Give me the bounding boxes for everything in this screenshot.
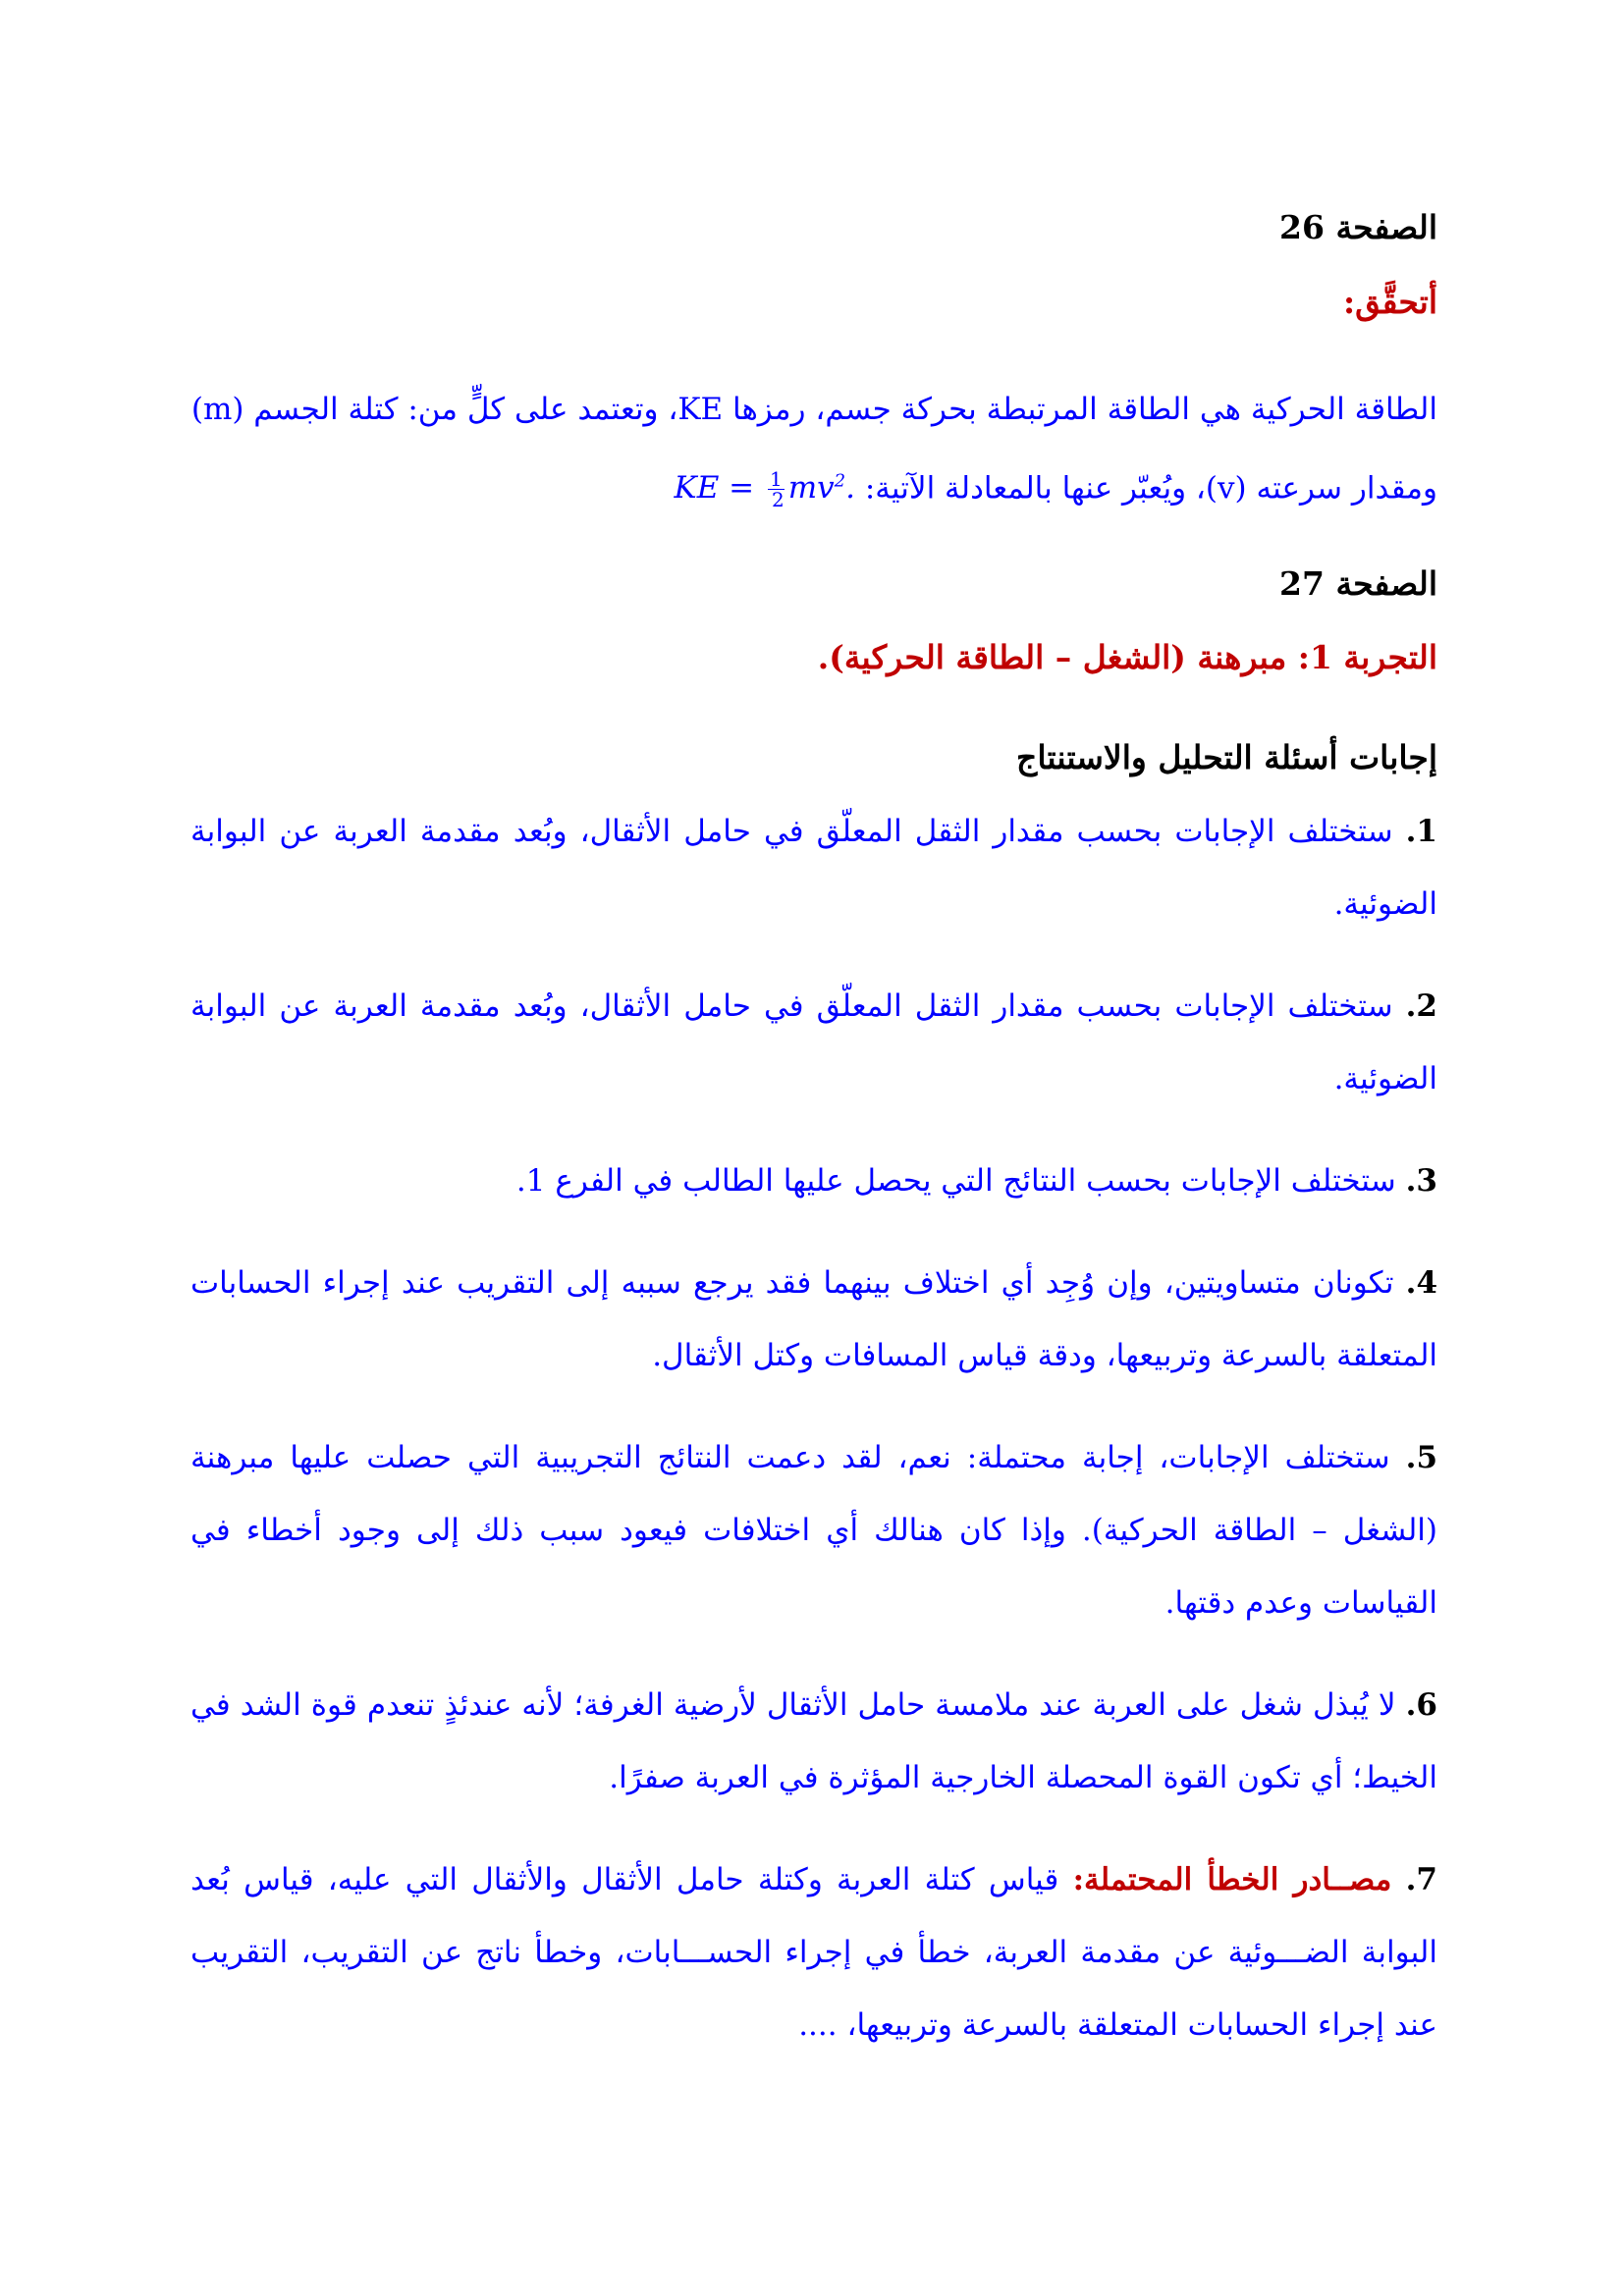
answer-item-7 xyxy=(190,1843,1437,2061)
fraction-numerator: 1 xyxy=(770,467,783,492)
answer-item-5 xyxy=(190,1421,1437,1639)
verify-line-2 xyxy=(190,446,1437,524)
answer-number: 3. xyxy=(1405,1163,1437,1199)
fraction-denominator: 2 xyxy=(772,488,785,512)
verify-line-1: الطاقة الحركية هي الطاقة المرتبطة بحركة جسم، رمزها KE، وتعتمد على كلٍّ من: كتلة الجسم (m) xyxy=(190,392,1437,427)
answer-number: 7. xyxy=(1405,1862,1437,1897)
experiment-title: التجربة 1: مبرهنة (الشغل – الطاقة الحركية). xyxy=(817,638,1437,676)
answer-number: 1. xyxy=(1405,814,1437,849)
answer-item-3 xyxy=(190,1145,1437,1217)
kinetic-energy-equation xyxy=(674,467,855,512)
answer-item-2 xyxy=(190,970,1437,1115)
verify-line-2-text: ومقدار سرعته (v)، ويُعبّر عنها بالمعادلة الآتية: xyxy=(864,470,1437,507)
verify-paragraph xyxy=(190,373,1437,524)
equation-exponent: 2 xyxy=(834,471,846,492)
answers-heading: إجابات أسئلة التحليل والاستنتاج xyxy=(1016,738,1437,776)
answer-number: 4. xyxy=(1405,1265,1438,1301)
answer-text: ستختلف الإجابات، إجابة محتملة: نعم، لقد دعمت النتائج التجريبية التي حصلت عليها مبرهنة (الشغل – الطاقة الحركية). وإذا كان هنالك أي اختلافات فيعود سبب ذلك إلى وجود أخطاء في القياسات وعدم دقتها. xyxy=(190,1440,1437,1621)
answers-list xyxy=(190,795,1437,2061)
verify-subheading: أتحقَّق: xyxy=(1342,283,1437,321)
equation-period: . xyxy=(845,470,855,507)
answer-text: ستختلف الإجابات بحسب النتائج التي يحصل عليها الطالب في الفرع 1. xyxy=(515,1163,1396,1199)
error-sources-label: مصــادر الخطأ المحتملة: xyxy=(1072,1862,1392,1897)
equation-lhs: KE = xyxy=(674,470,765,507)
answer-number: 5. xyxy=(1405,1440,1438,1475)
answer-text: ستختلف الإجابات بحسب مقدار الثقل المعلّق في حامل الأثقال، وبُعد مقدمة العربة عن البوابة الضوئية. xyxy=(190,814,1437,922)
page-27-heading: الصفحة 27 xyxy=(1279,564,1437,603)
answer-number: 2. xyxy=(1405,988,1437,1024)
answer-item-6 xyxy=(190,1669,1437,1814)
answer-text: قياس كتلة العربة وكتلة حامل الأثقال والأثقال التي عليه، قياس بُعد البوابة الضـــوئية عن مقدمة العربة، خطأ في إجراء الحســـابات، وخطأ ناتج عن التقريب، التقريب عند إجراء الحسابات المتعلقة بالسرعة وتربيعها، .... xyxy=(190,1862,1437,2043)
answer-text: ستختلف الإجابات بحسب مقدار الثقل المعلّق في حامل الأثقال، وبُعد مقدمة العربة عن البوابة الضوئية. xyxy=(190,988,1437,1096)
equation-fraction xyxy=(768,467,785,512)
answer-item-1 xyxy=(190,795,1437,940)
answer-item-4 xyxy=(190,1247,1437,1392)
answer-text: تكونان متساويتين، وإن وُجِد أي اختلاف بينهما فقد يرجع سببه إلى التقريب عند إجراء الحسابات المتعلقة بالسرعة وتربيعها، ودقة قياس المسافات وكتل الأثقال. xyxy=(190,1265,1437,1373)
page-26-heading: الصفحة 26 xyxy=(1279,208,1437,246)
equation-rhs: mv xyxy=(787,470,835,507)
answer-text: لا يُبذل شغل على العربة عند ملامسة حامل الأثقال لأرضية الغرفة؛ لأنه عندئذٍ تنعدم قوة الشد في الخيط؛ أي تكون القوة المحصلة الخارجية المؤثرة في العربة صفرًا. xyxy=(190,1687,1437,1795)
answer-number: 6. xyxy=(1405,1687,1437,1723)
